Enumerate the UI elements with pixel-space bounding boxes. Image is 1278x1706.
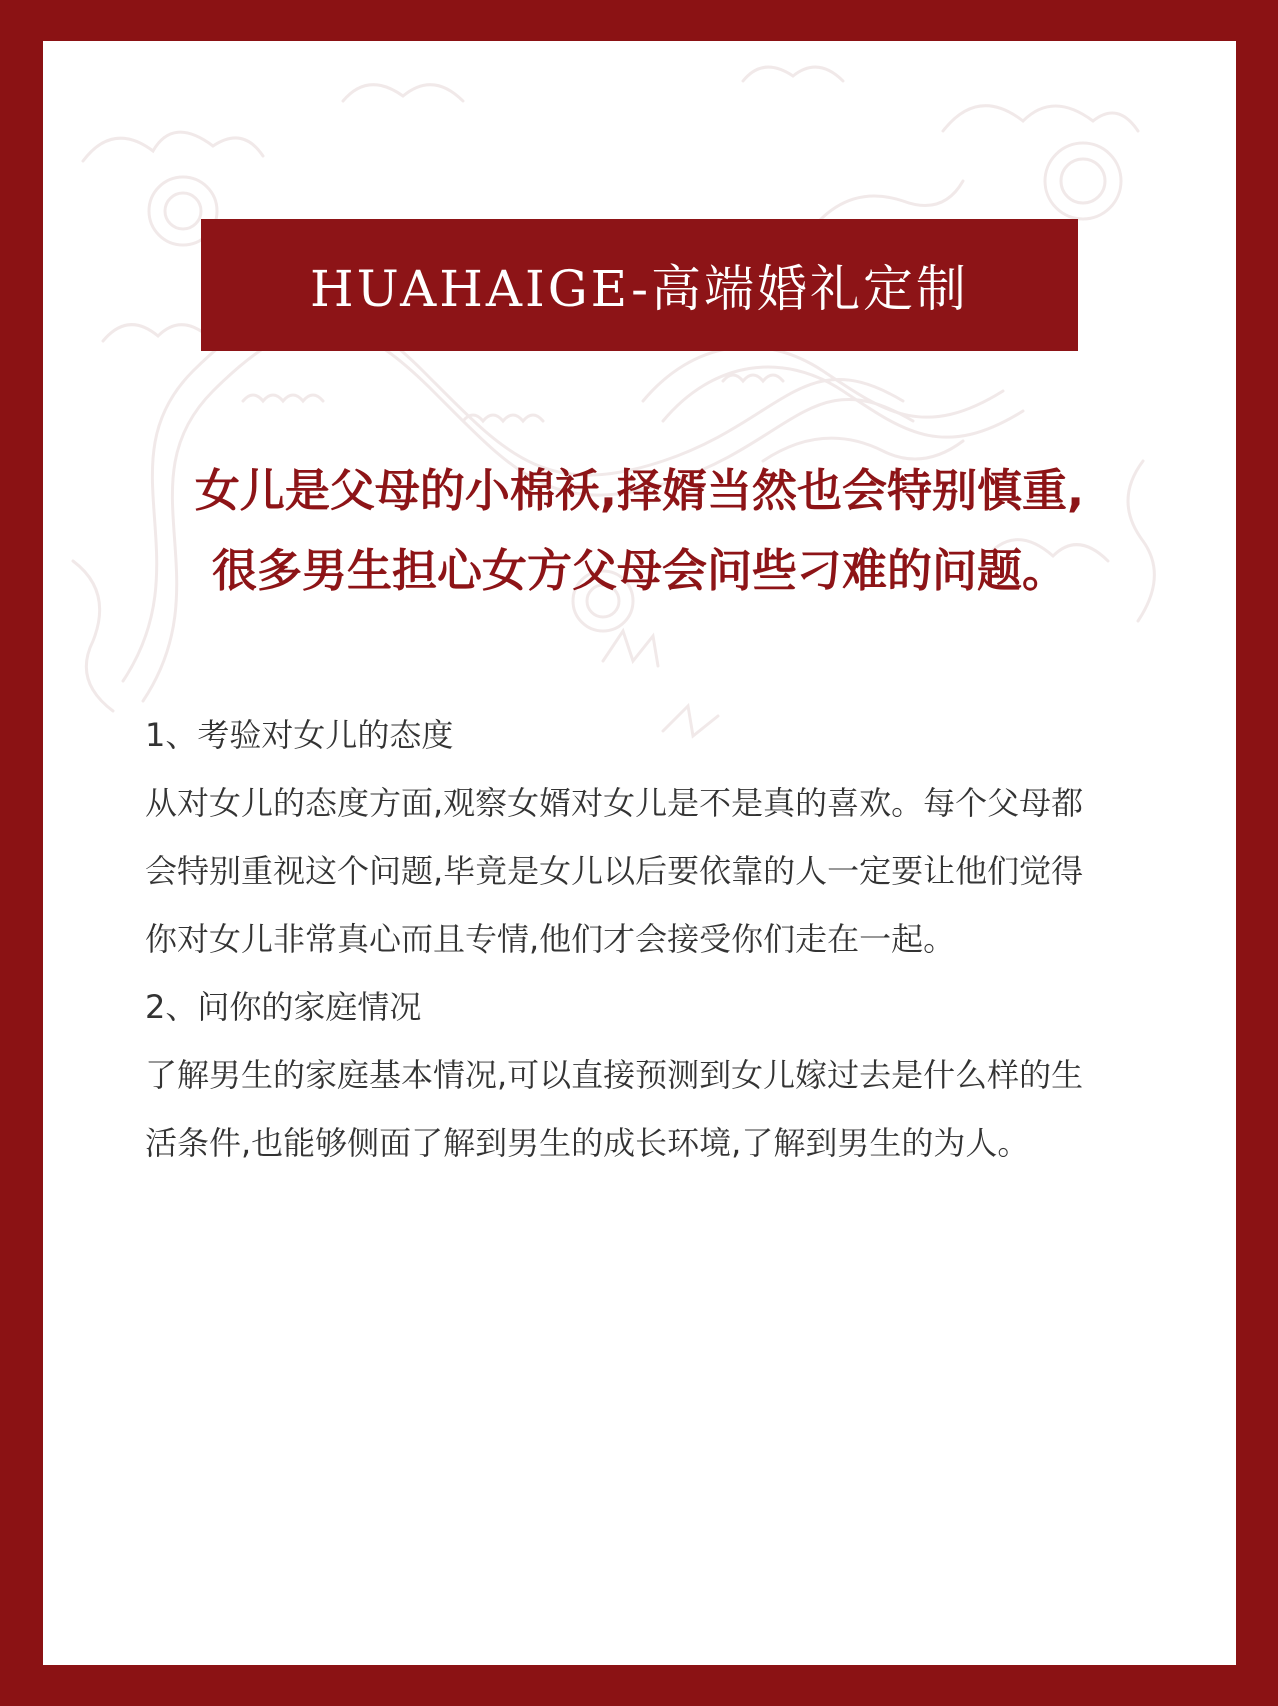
paragraph-line: 会特别重视这个问题,毕竟是女儿以后要依靠的人一定要让他们觉得 <box>145 852 1084 890</box>
title-banner <box>201 219 1078 351</box>
paragraph-line: 活条件,也能够侧面了解到男生的成长环境,了解到男生的为人。 <box>145 1124 1030 1162</box>
section-heading: 2、问你的家庭情况 <box>145 988 422 1026</box>
article-body <box>145 701 1145 1177</box>
section-heading: 1、考验对女儿的态度 <box>145 716 454 754</box>
paragraph-line: 从对女儿的态度方面,观察女婿对女儿是不是真的喜欢。每个父母都 <box>145 784 1084 822</box>
paragraph-line: 了解男生的家庭基本情况,可以直接预测到女儿嫁过去是什么样的生 <box>145 1056 1084 1094</box>
headline <box>83 451 1196 611</box>
content-panel <box>43 41 1236 1665</box>
paragraph-line: 你对女儿非常真心而且专情,他们才会接受你们走在一起。 <box>145 920 956 958</box>
page-title: HUAHAIGE-高端婚礼定制 <box>309 260 970 318</box>
dragon-background-pattern <box>43 41 1236 761</box>
headline-line: 很多男生担心女方父母会问些刁难的问题。 <box>211 544 1067 597</box>
headline-line: 女儿是父母的小棉袄,择婿当然也会特别慎重, <box>194 464 1085 517</box>
